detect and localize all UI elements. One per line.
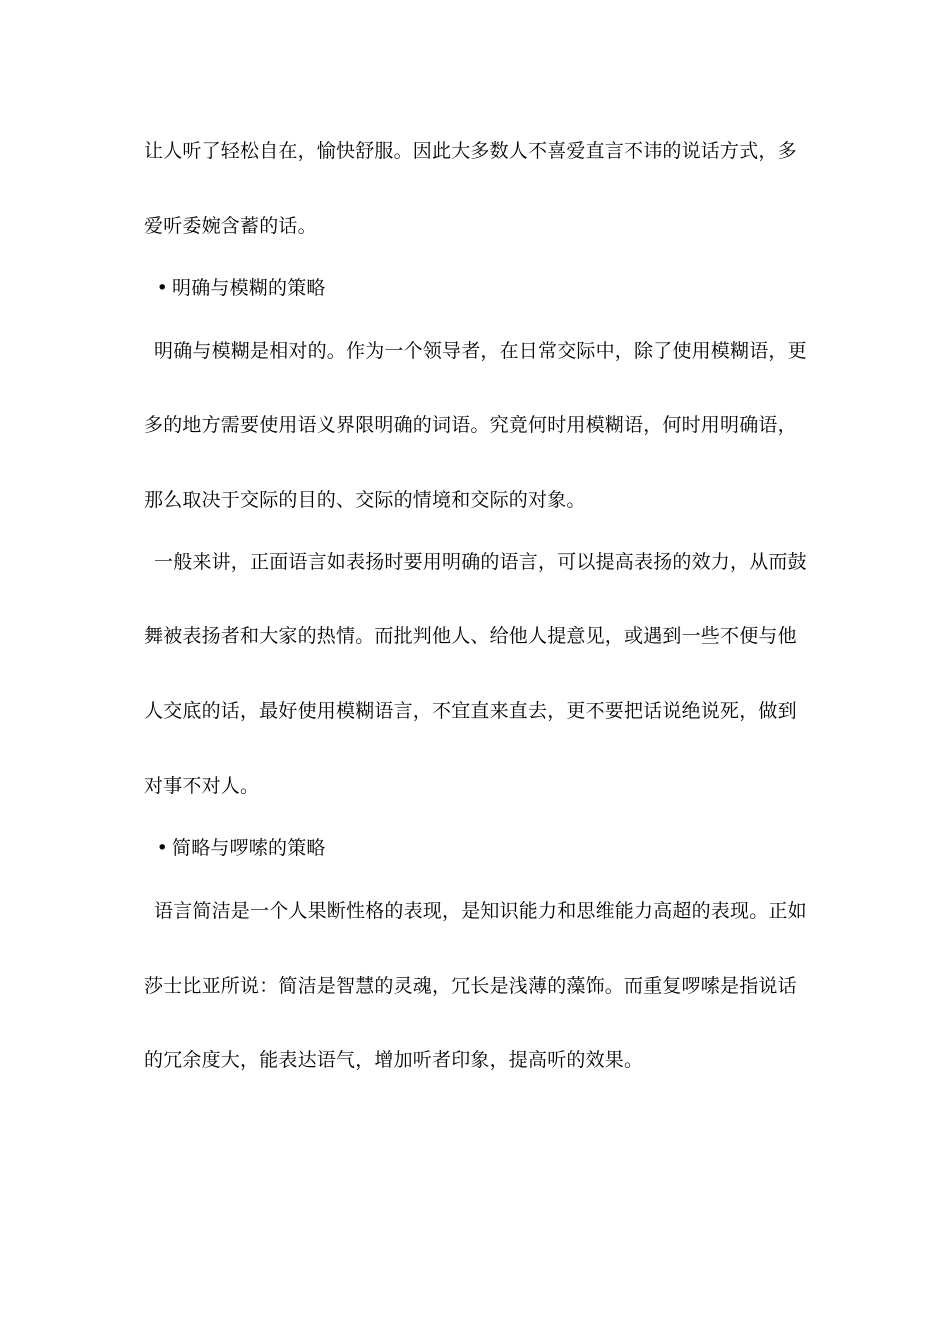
paragraph-line bbox=[144, 549, 814, 575]
bullet-icon: • bbox=[156, 837, 168, 859]
paragraph-line: 对事不对人。 bbox=[144, 775, 260, 797]
paragraph-line: 莎士比亚所说：简洁是智慧的灵魂，冗长是浅薄的藻饰。而重复啰嗦是指说话 bbox=[144, 975, 797, 997]
paragraph-line: 那么取决于交际的目的、交际的情境和交际的对象。 bbox=[144, 489, 586, 511]
section-heading-text: 明确与模糊的策略 bbox=[172, 277, 326, 299]
paragraph-line: 多的地方需要使用语义界限明确的词语。究竟何时用模糊语，何时用明确语， bbox=[144, 414, 797, 436]
paragraph-line: 爱听委婉含蓄的话。 bbox=[144, 215, 317, 237]
paragraph-line: 的冗余度大，能表达语气，增加听者印象，提高听的效果。 bbox=[144, 1049, 644, 1071]
paragraph-line: 让人听了轻松自在，愉快舒服。因此大多数人不喜爱直言不讳的说话方式，多 bbox=[144, 140, 797, 162]
paragraph-line-text: 一般来讲，正面语言如表扬时要用明确的语言，可以提高表扬的效力，从而鼓 bbox=[154, 551, 807, 573]
section-heading bbox=[144, 275, 814, 301]
bullet-icon: • bbox=[156, 277, 168, 299]
paragraph-line bbox=[144, 338, 814, 364]
section-heading bbox=[144, 835, 814, 861]
paragraph-line-text: 语言简洁是一个人果断性格的表现，是知识能力和思维能力高超的表现。正如 bbox=[154, 900, 807, 922]
section-heading-text: 简略与啰嗦的策略 bbox=[172, 837, 326, 859]
paragraph-line-text: 明确与模糊是相对的。作为一个领导者，在日常交际中，除了使用模糊语，更 bbox=[154, 340, 807, 362]
paragraph-line: 舞被表扬者和大家的热情。而批判他人、给他人提意见，或遇到一些不便与他 bbox=[144, 625, 797, 647]
paragraph-line: 人交底的话，最好使用模糊语言，不宜直来直去，更不要把话说绝说死，做到 bbox=[144, 700, 797, 722]
paragraph-line bbox=[144, 898, 814, 924]
